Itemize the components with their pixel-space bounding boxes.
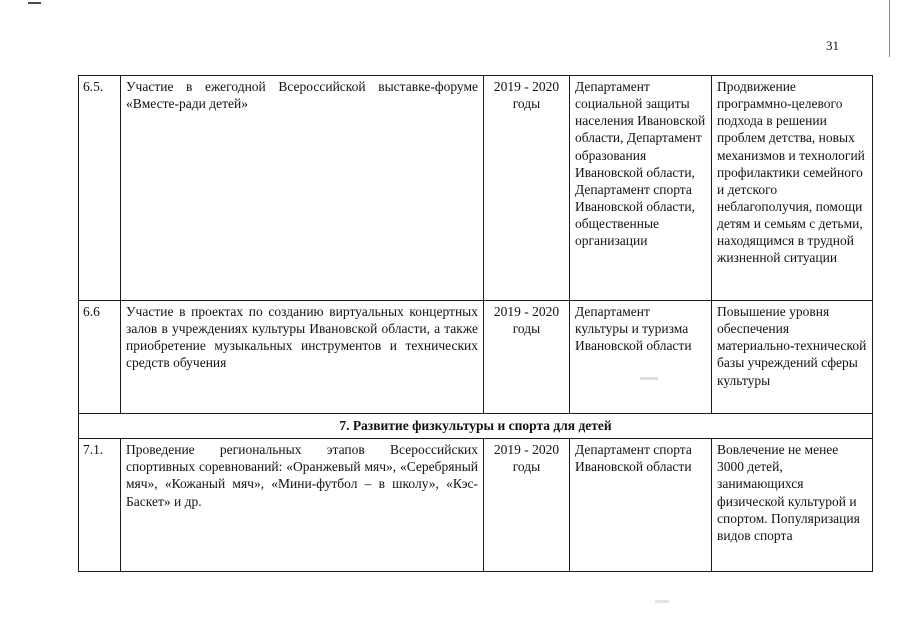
table-row xyxy=(79,76,873,301)
cell-department: Департамент культуры и туризма Ивановской области xyxy=(570,301,712,414)
cell-department: Департамент социальной защиты населения Ивановской области, Департамент образования Ивановской области, Департамент спорта Ивановской области, общественные организации xyxy=(570,76,712,301)
program-activities-table xyxy=(78,75,873,572)
cell-item-number: 6.5. xyxy=(79,76,121,301)
cell-years: 2019 - 2020 годы xyxy=(484,301,570,414)
cell-years: 2019 - 2020 годы xyxy=(484,76,570,301)
section-header: 7. Развитие физкультуры и спорта для детей xyxy=(79,414,873,439)
cell-department: Департамент спорта Ивановской области xyxy=(570,439,712,572)
table-row xyxy=(79,439,873,572)
scan-artifact-speck xyxy=(655,600,669,603)
cell-item-number: 7.1. xyxy=(79,439,121,572)
cell-result: Продвижение программно-целевого подхода в решении проблем детства, новых механизмов и технологий профилактики семейного и детского неблагополучия, помощи детям и семьям с детьми, находящимся в трудной жизненной ситуации xyxy=(712,76,873,301)
section-header-row xyxy=(79,414,873,439)
cell-result: Вовлечение не менее 3000 детей, занимающихся физической культурой и спортом. Популяризация видов спорта xyxy=(712,439,873,572)
cell-activity: Участие в ежегодной Всероссийской выставке-форуме «Вместе-ради детей» xyxy=(121,76,484,301)
cell-result: Повышение уровня обеспечения материально-технической базы учреждений сферы культуры xyxy=(712,301,873,414)
table-row xyxy=(79,301,873,414)
cell-item-number: 6.6 xyxy=(79,301,121,414)
page-number: 31 xyxy=(826,38,839,53)
scan-artifact-top-mark xyxy=(28,2,41,4)
cell-activity: Проведение региональных этапов Всероссийских спортивных соревнований: «Оранжевый мяч», «Серебряный мяч», «Кожаный мяч», «Мини-футбол – в школу», «Кэс-Баскет» и др. xyxy=(121,439,484,572)
cell-years: 2019 - 2020 годы xyxy=(484,439,570,572)
cell-activity: Участие в проектах по созданию виртуальных концертных залов в учреждениях культуры Ивановской области, а также приобретение музыкальных инструментов и технических средств обучения xyxy=(121,301,484,414)
scan-artifact-edge-line xyxy=(889,0,890,57)
